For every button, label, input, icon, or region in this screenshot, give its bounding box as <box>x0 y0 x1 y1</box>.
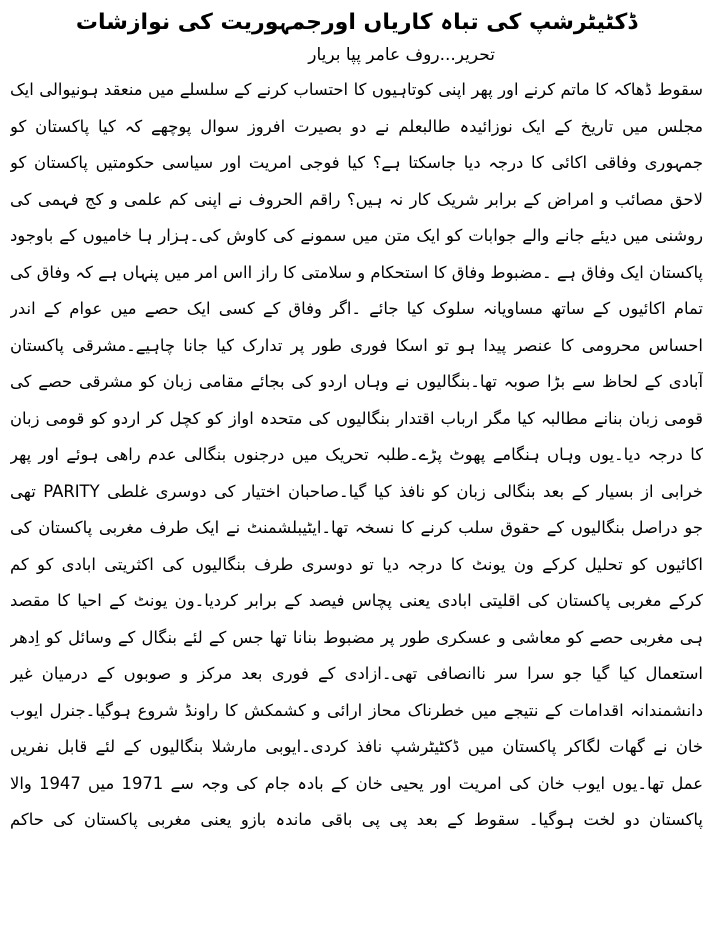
body-line: اکائیوں کو تحلیل کرکے ون یونٹ کا درجہ دیا تو دوسری طرف بنگالیوں کی اکثریتی ابادی کو کم <box>10 554 703 574</box>
body-line: عمل تھا۔یوں ایوب خان کی امریت اور یحیی خان کے بادہ جام کی وجہ سے 1971 میں 1947 والا <box>10 773 703 793</box>
body-line: روشنی میں دیئے جانے والے جوابات کو ایک متن میں سمونے کی کاوش کی۔ہزار ہا خامیوں کے باوجود <box>10 226 703 245</box>
body-line: خرابی از بسیار کے بعد بنگالی زبان کو نافذ کیا گیا۔صاحبان اختیار کی دوسری غلطی PARITY تھی <box>10 481 703 501</box>
body-line: ہی مغربی حصے کو معاشی و عسکری طور پر مضبوط بنانا تھا جس کے لئے بنگال کے وسائل کو اِدھر <box>10 627 703 647</box>
body-line: احساس محرومی کا عنصر پیدا ہو تو اسکا فوری طور پر تدارک کیا جانا چاہیے۔مشرقی پاکستان <box>10 335 703 355</box>
body-line: لاحق مصائب و امراض کے برابر شریک کار نہ ہیں؟ راقم الحروف نے اپنی کم علمی و کج فہمی کی <box>10 189 703 209</box>
body-line: تمام اکائیوں کے ساتھ مساویانہ سلوک کیا جائے ۔اگر وفاق کے کسی ایک حصے میں عوام کے اندر <box>10 299 703 318</box>
body-line: کا درجہ دیا۔یوں وہاں ہنگامے پھوٹ پڑے۔طلبہ تحریک میں درجنوں بنگالی عدم راھی ہوئے اور پھر <box>10 445 703 464</box>
body-line: قومی زبان بنانے مطالبہ کیا مگر ارباب اقتدار بنگالیوں کی متحدہ اواز کو کچل کر اردو کو قومی زبان <box>10 408 703 428</box>
body-line: پاکستان دو لخت ہوگیا۔ سقوط کے بعد پی پی باقی ماندہ بازو یعنی مغربی پاکستان کی حاکم <box>10 810 703 829</box>
body-line: کرکے مغربی پاکستان کی اقلیتی ابادی یعنی پچاس فیصد کے برابر کردیا۔ون یونٹ کے احیا کا مقصد <box>10 591 703 610</box>
body-line: جمہوری وفاقی اکائی کا درجہ دیا جاسکتا ہے؟ کیا فوجی امریت اور سیاسی حکومتیں پاکستان کو <box>10 153 703 172</box>
article-body <box>10 72 703 839</box>
article-title: ڈکٹیٹرشپ کی تباہ کاریاں اورجمہوریت کی نوازشات <box>75 10 638 35</box>
article-byline: تحریر...روف عامر پپا بریار <box>308 45 495 65</box>
body-line: آبادی کے لحاظ سے بڑا صوبہ تھا۔بنگالیوں نے وہاں اردو کی بجائے مقامی زبان کو مشرقی حصے کی <box>10 372 703 391</box>
body-line: مجلس میں تاریخ کے ایک نوزائیدہ طالبعلم نے دو بصیرت افروز سوال پوچھے کہ کیا پاکستان کو <box>10 116 703 136</box>
body-line: جو دراصل بنگالیوں کے حقوق سلب کرنے کا نسخہ تھا۔ایٹیبلشمنٹ نے ایک طرف مغربی پاکستان کی <box>10 518 703 537</box>
body-line: پاکستان ایک وفاق ہے ۔مضبوط وفاق کا استحکام و سلامتی کا راز ااس امر میں پنہاں ہے کہ وفاق کی <box>10 262 703 282</box>
body-line: استعمال کیا گیا جو سرا سر ناانصافی تھی۔ازادی کے فوری بعد مرکز و صوبوں کے درمیان غیر <box>10 664 703 683</box>
body-line: سقوط ڈھاکہ کا ماتم کرنے اور پھر اپنی کوتاہیوں کا احتساب کرنے کے سلسلے میں منعقد ہونیوالی ایک <box>10 80 703 99</box>
body-line: دانشمندانہ اقدامات کے نتیجے میں خطرناک محاز ارائی و کشمکش کا راونڈ شروع ہوگیا۔جنرل ایوب <box>10 700 703 720</box>
body-line: خان نے گھات لگاکر پاکستان میں ڈکٹیٹرشپ نافذ کردی۔ایوبی مارشلا بنگالیوں کے لئے قابل نفریں <box>10 737 703 756</box>
